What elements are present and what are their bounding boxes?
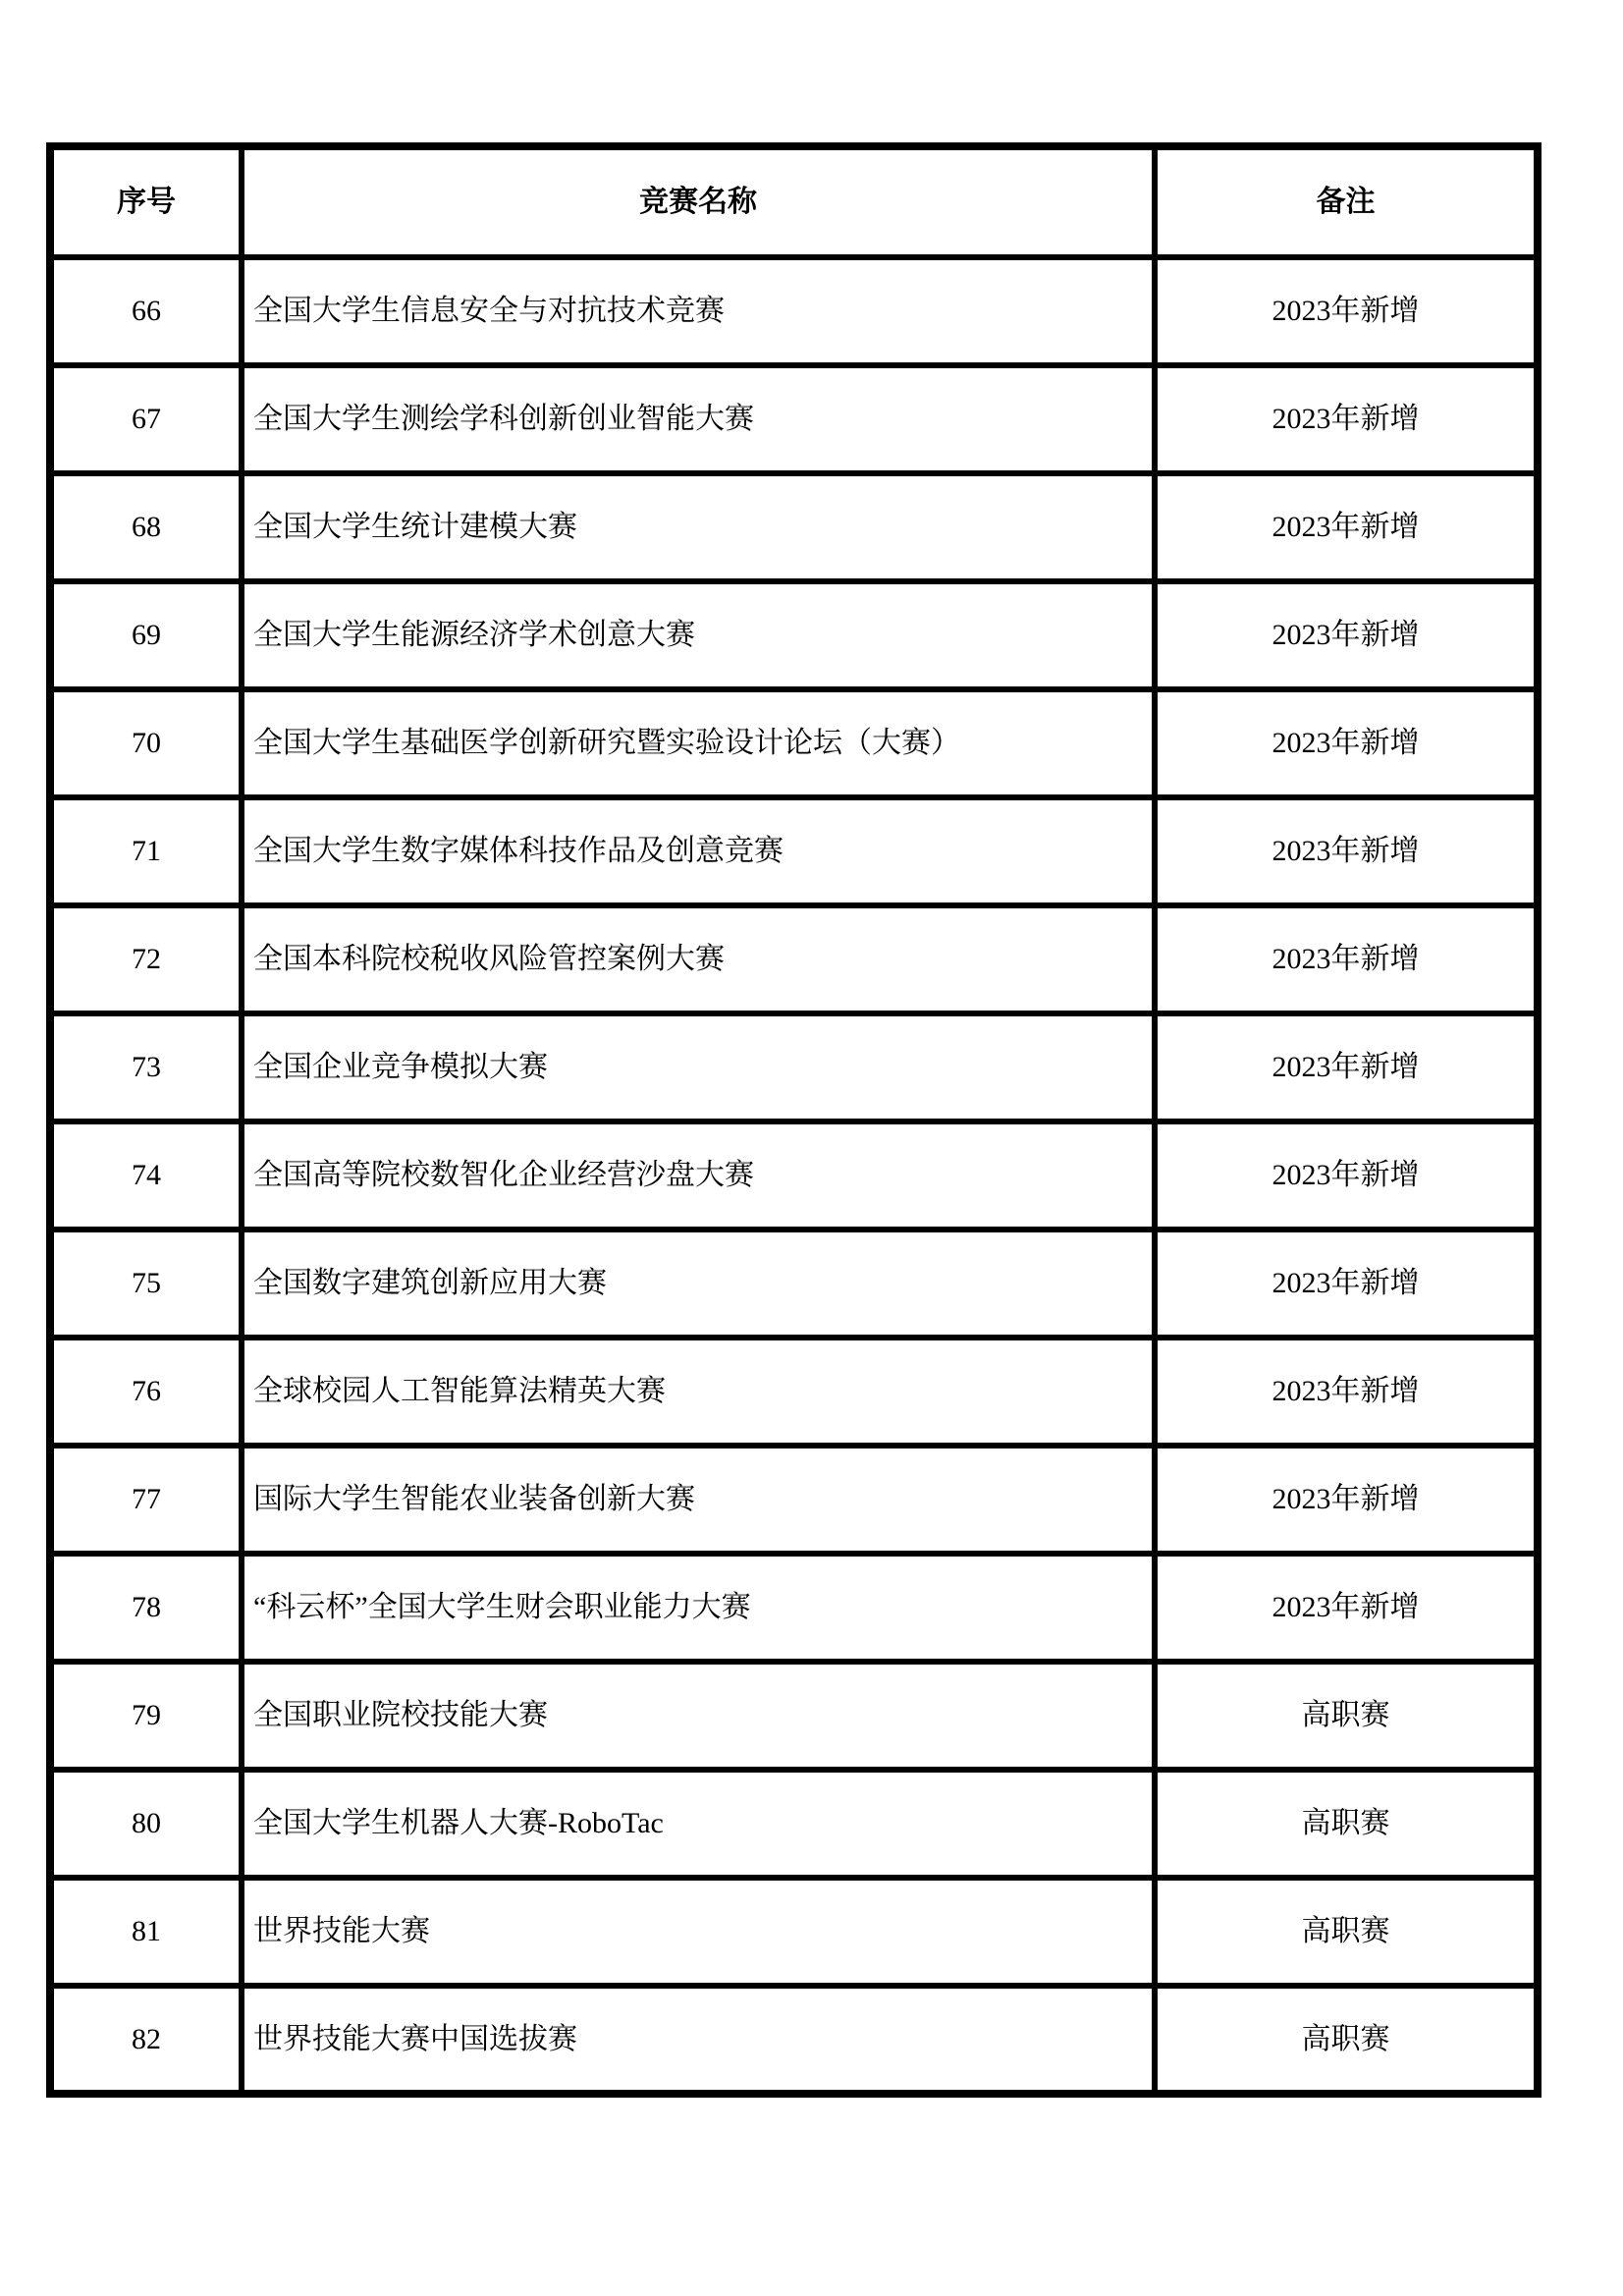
remark-cell: 2023年新增 <box>1155 1338 1538 1446</box>
table-row <box>50 1878 1538 1986</box>
row-no-cell: 66 <box>50 257 242 365</box>
remark-cell: 2023年新增 <box>1155 581 1538 689</box>
table-row <box>50 1230 1538 1338</box>
remark-cell: 高职赛 <box>1155 1662 1538 1770</box>
row-no-cell: 79 <box>50 1662 242 1770</box>
row-no-cell: 67 <box>50 365 242 473</box>
row-no-cell: 68 <box>50 473 242 581</box>
remark-cell: 2023年新增 <box>1155 905 1538 1013</box>
row-no-cell: 71 <box>50 797 242 905</box>
competition-name-cell: 全国大学生统计建模大赛 <box>242 473 1155 581</box>
remark-cell: 2023年新增 <box>1155 473 1538 581</box>
table-row <box>50 473 1538 581</box>
competition-name-cell: 全国大学生机器人大赛-RoboTac <box>242 1770 1155 1878</box>
table-row <box>50 1338 1538 1446</box>
table-row <box>50 1121 1538 1230</box>
table-row <box>50 1986 1538 2094</box>
competition-name-cell: “科云杯”全国大学生财会职业能力大赛 <box>242 1554 1155 1662</box>
table-row <box>50 1662 1538 1770</box>
competition-name-cell: 全球校园人工智能算法精英大赛 <box>242 1338 1155 1446</box>
remark-cell: 2023年新增 <box>1155 365 1538 473</box>
table-row <box>50 689 1538 797</box>
competition-name-cell: 世界技能大赛 <box>242 1878 1155 1986</box>
row-no-cell: 72 <box>50 905 242 1013</box>
header-row <box>50 146 1538 257</box>
col-header-competition-name: 竞赛名称 <box>242 146 1155 257</box>
table-row <box>50 1770 1538 1878</box>
remark-cell: 2023年新增 <box>1155 1013 1538 1121</box>
competition-name-cell: 全国职业院校技能大赛 <box>242 1662 1155 1770</box>
competition-name-cell: 全国大学生信息安全与对抗技术竞赛 <box>242 257 1155 365</box>
competition-name-cell: 全国大学生数字媒体科技作品及创意竞赛 <box>242 797 1155 905</box>
remark-cell: 2023年新增 <box>1155 257 1538 365</box>
table-row <box>50 581 1538 689</box>
row-no-cell: 81 <box>50 1878 242 1986</box>
row-no-cell: 77 <box>50 1446 242 1554</box>
row-no-cell: 75 <box>50 1230 242 1338</box>
col-header-remark: 备注 <box>1155 146 1538 257</box>
table-row <box>50 797 1538 905</box>
row-no-cell: 76 <box>50 1338 242 1446</box>
competition-name-cell: 全国数字建筑创新应用大赛 <box>242 1230 1155 1338</box>
table-row <box>50 1013 1538 1121</box>
table-row <box>50 257 1538 365</box>
table-row <box>50 1446 1538 1554</box>
remark-cell: 2023年新增 <box>1155 1121 1538 1230</box>
competition-name-cell: 全国本科院校税收风险管控案例大赛 <box>242 905 1155 1013</box>
competition-name-cell: 全国企业竞争模拟大赛 <box>242 1013 1155 1121</box>
row-no-cell: 80 <box>50 1770 242 1878</box>
remark-cell: 2023年新增 <box>1155 1446 1538 1554</box>
remark-cell: 2023年新增 <box>1155 1554 1538 1662</box>
remark-cell: 2023年新增 <box>1155 689 1538 797</box>
row-no-cell: 70 <box>50 689 242 797</box>
remark-cell: 2023年新增 <box>1155 1230 1538 1338</box>
row-no-cell: 78 <box>50 1554 242 1662</box>
col-header-serial-number: 序号 <box>50 146 242 257</box>
competition-name-cell: 全国大学生能源经济学术创意大赛 <box>242 581 1155 689</box>
table-row <box>50 365 1538 473</box>
competition-table-container <box>46 142 1542 2098</box>
row-no-cell: 73 <box>50 1013 242 1121</box>
table-row <box>50 905 1538 1013</box>
competition-table <box>46 142 1542 2098</box>
row-no-cell: 82 <box>50 1986 242 2094</box>
table-row <box>50 1554 1538 1662</box>
competition-name-cell: 世界技能大赛中国选拔赛 <box>242 1986 1155 2094</box>
remark-cell: 高职赛 <box>1155 1878 1538 1986</box>
remark-cell: 高职赛 <box>1155 1986 1538 2094</box>
competition-name-cell: 全国大学生基础医学创新研究暨实验设计论坛（大赛） <box>242 689 1155 797</box>
remark-cell: 高职赛 <box>1155 1770 1538 1878</box>
remark-cell: 2023年新增 <box>1155 797 1538 905</box>
row-no-cell: 69 <box>50 581 242 689</box>
competition-name-cell: 全国高等院校数智化企业经营沙盘大赛 <box>242 1121 1155 1230</box>
competition-name-cell: 全国大学生测绘学科创新创业智能大赛 <box>242 365 1155 473</box>
competition-name-cell: 国际大学生智能农业装备创新大赛 <box>242 1446 1155 1554</box>
row-no-cell: 74 <box>50 1121 242 1230</box>
